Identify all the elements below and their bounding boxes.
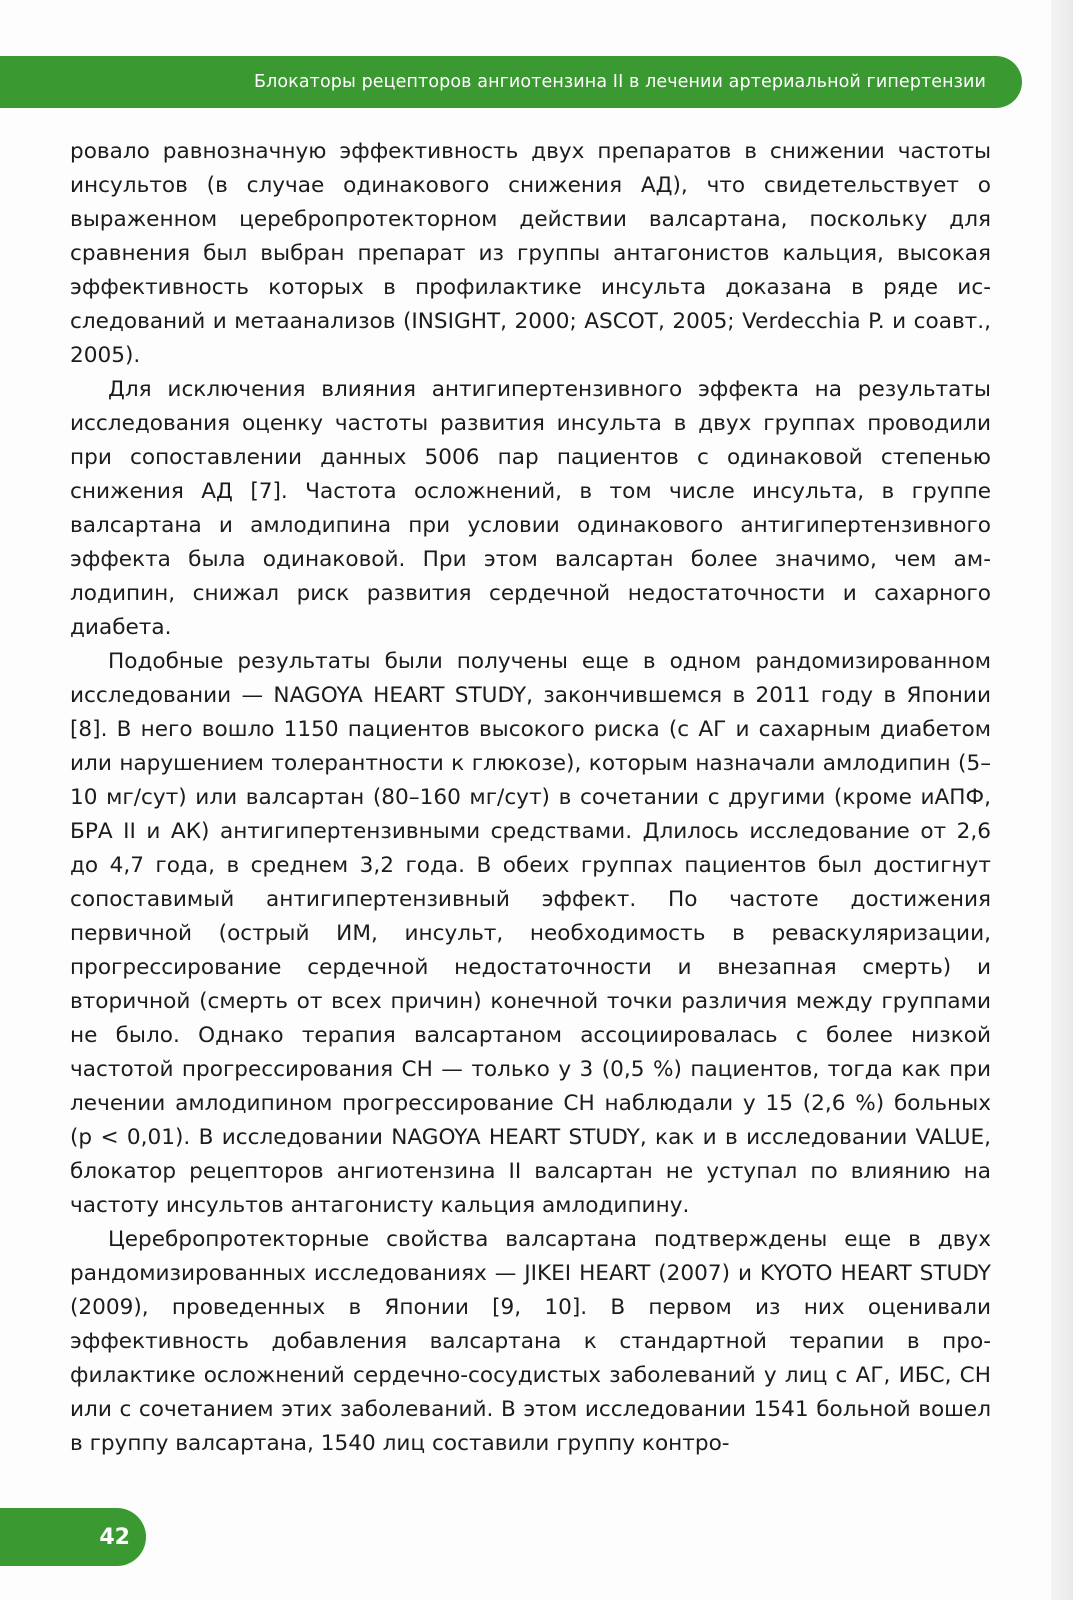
running-header-title: Блокаторы рецепторов ангиотензина II в лечении артериальной гипертензии [253,72,986,92]
paragraph-4: Церебропротекторные свойства валсартана подтверждены еще в двух рандомизированных исследованиях — JIKEI HEART (2007) и KYOTO HEART STUDY (2009), проведенных в Японии [9, 10]. В первом из них оценивали эффективность добавления валсартана к стандартной терапии в профилактике осложнений сердечно-сосудистых заболеваний у лиц с АГ, ИБС, СН или с сочетанием этих заболеваний. В этом исследовании 1541 больной вошел в группу валсартана, 1540 лиц составили группу контро- [70,1227,991,1456]
page-number-tab [0,1508,146,1566]
page-number: 42 [99,1524,130,1550]
paragraph-1: ровало равнозначную эффективность двух препаратов в снижении частоты инсультов (в случае одинакового снижения АД), что свидетельствует о выраженном церебропротекторном действии валсартана, поскольку для сравнения был выбран препарат из группы антагонистов кальция, высокая эффективность которых в профилактике инсульта доказана в ряде исследований и метаанализов (INSIGHT, 2000; ASCOT, 2005; Verdecchia P. и соавт., 2005). [70,139,991,368]
paragraph-3: Подобные результаты были получены еще в одном рандомизированном исследовании — NAGOYA HEART STUDY, закончившемся в 2011 году в Японии [8]. В него вошло 1150 пациентов высокого риска (с АГ и сахарным диабетом или нарушением толерантности к глюкозе), которым назначали амлодипин (5–10 мг/сут) или валсартан (80–160 мг/сут) в сочетании с другими (кроме иАПФ, БРА II и АК) антигипертензивными средствами. Длилось исследование от 2,6 до 4,7 года, в среднем 3,2 года. В обеих группах пациентов был достигнут сопоставимый антигипертензивный эффект. По частоте достижения первичной (острый ИМ, инсульт, необходимость в реваскуляризации, прогрессирование сердечной недостаточности и внезапная смерть) и вторичной (смерть от всех причин) конечной точки различия между группами не было. Однако терапия валсартаном ассоциировалась с более низкой частотой прогрессирования СН — только у 3 (0,5 %) пациентов, тогда как при лечении амлодипином прогрессирование СН наблюдали у 15 (2,6 %) больных (p < 0,01). В исследовании NAGOYA HEART STUDY, как и в исследовании VALUE, блокатор рецепторов ангиотензина II валсартан не уступал по влиянию на частоту инсультов антагонисту кальция амлодипину. [70,649,991,1218]
running-header [0,56,1022,108]
body-text [70,135,991,1461]
paragraph-2: Для исключения влияния антигипертензивного эффекта на результаты исследования оценку частоты развития инсульта в двух группах проводили при сопоставлении данных 5006 пар пациентов с одинаковой степенью снижения АД [7]. Частота осложнений, в том числе инсульта, в группе валсартана и амлодипина при условии одинакового антигипертензивного эффекта была одинаковой. При этом валсартан более значимо, чем амлодипин, снижал риск развития сердечной недостаточности и сахарного диабета. [70,377,991,640]
page-edge-shadow [1051,0,1073,1600]
